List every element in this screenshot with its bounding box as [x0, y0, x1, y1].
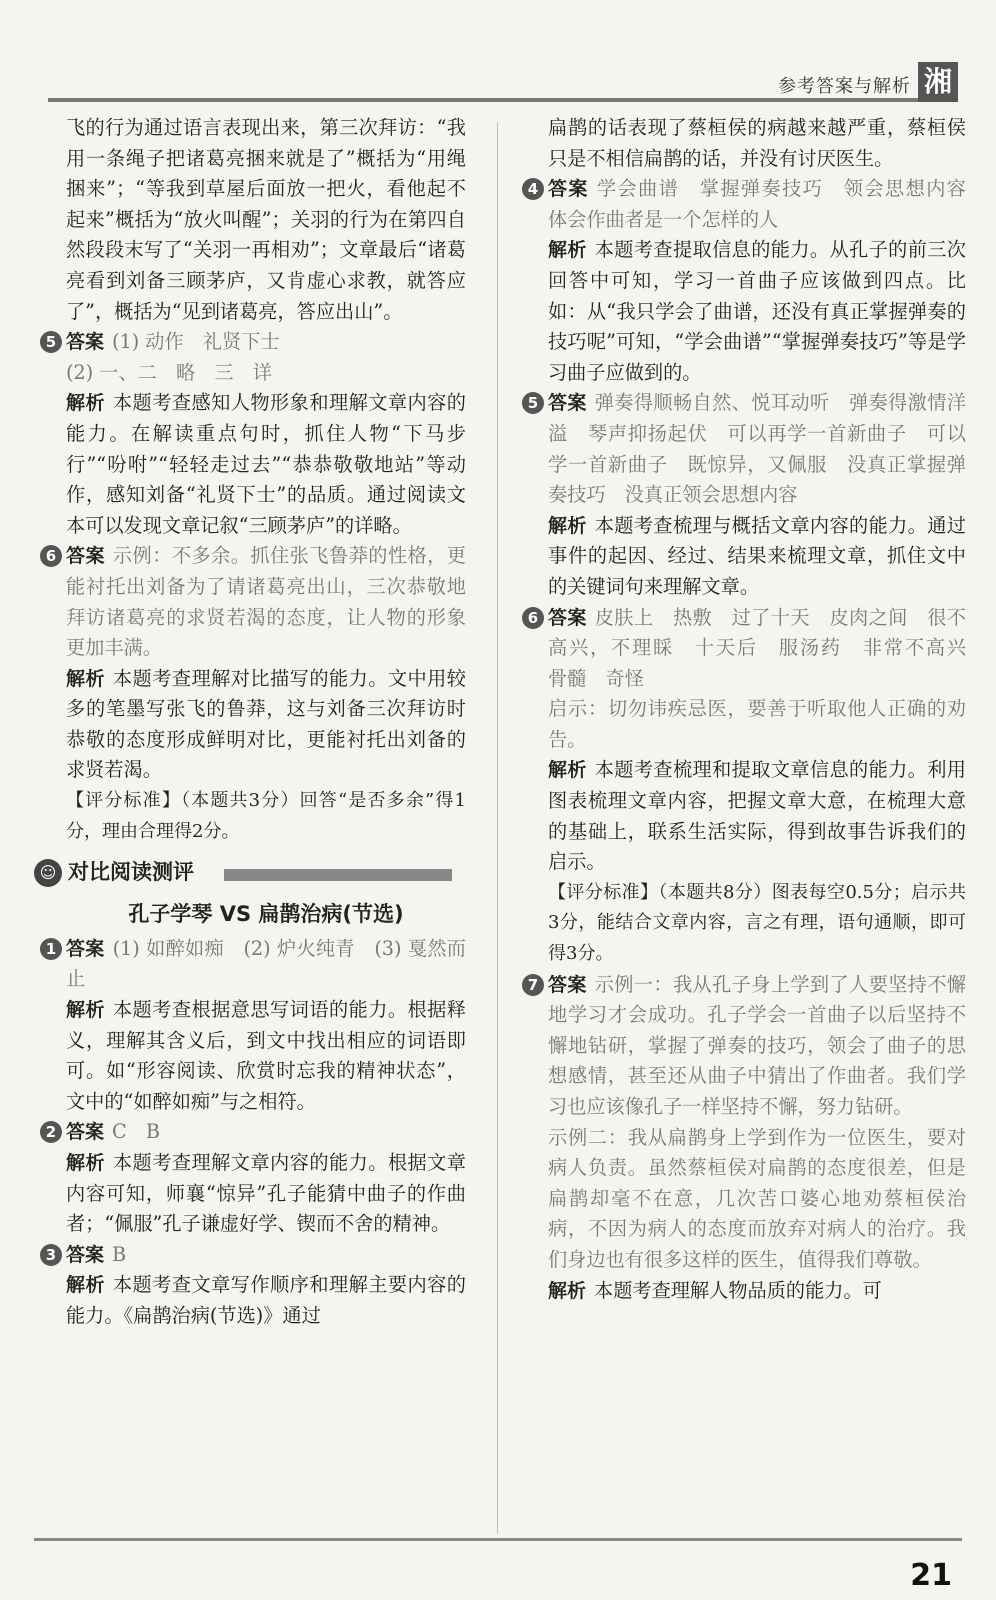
- explanation-label: 解析: [548, 759, 587, 782]
- answer-label: 答案: [66, 331, 105, 354]
- question-6: [45, 541, 466, 847]
- answer-text: 弹奏得顺畅自然、悦耳动听 弹奏得激情洋溢 琴声抑扬起伏 可以再学一首新曲子 可以学一首新曲子 既惊异，又佩服 没真正掌握弹奏技巧 没真正领会思想内容: [548, 391, 966, 507]
- answer-label: 答案: [548, 392, 587, 415]
- story-question-2: [45, 1117, 466, 1239]
- answer-text: (2) 一、二 略 三 详: [66, 360, 272, 384]
- question-number: 4: [522, 178, 544, 200]
- scoring-standard: 【评分标准】（本题共3分）回答“是否多余”得1分，理由合理得2分。: [66, 790, 466, 842]
- answer-label: 答案: [548, 973, 587, 996]
- question-number: 3: [40, 1244, 62, 1266]
- explanation-label: 解析: [548, 1279, 587, 1302]
- answer-label: 答案: [548, 606, 587, 629]
- answer-label: 答案: [66, 545, 105, 568]
- explanation-text: 本题考查理解对比描写的能力。文中用较多的笔墨写张飞的鲁莽，这与刘备三次拜访时恭敬的态度形成鲜明对比，更能衬托出刘备的求贤若渴。: [66, 666, 466, 782]
- explanation-label: 解析: [66, 1274, 105, 1297]
- explanation-text: 本题考查梳理和提取文章信息的能力。利用图表梳理文章内容，把握文章大意，在梳理大意的基础上，联系生活实际，得到故事告诉我们的启示。: [548, 758, 966, 874]
- explanation-text: 本题考查理解人物品质的能力。可: [594, 1278, 882, 1302]
- answer-text: C B: [112, 1120, 160, 1144]
- answer-text: 示例一：我从孔子身上学到了人要坚持不懈地学习才会成功。孔子学会一首曲子以后坚持不懈地钻研，掌握了弹奏的技巧，领会了曲子的思想感情，甚至还从曲子中猜出了作曲者。我们学习也应该像孔子一样坚持不懈，努力钻研。: [548, 972, 966, 1118]
- right-column: [527, 113, 986, 1306]
- explanation-label: 解析: [66, 667, 105, 690]
- question-number: 1: [40, 938, 62, 960]
- header-badge: 湘: [918, 62, 958, 102]
- page-number: 21: [910, 1558, 952, 1593]
- story-title: 孔子学琴 VS 扁鹊治病(节选): [128, 902, 404, 927]
- answer-text: B: [112, 1242, 127, 1266]
- explanation-label: 解析: [548, 239, 587, 262]
- answer-text: (1) 动作 礼贤下士: [112, 330, 280, 354]
- question-number: 2: [40, 1121, 62, 1143]
- explanation-text: 本题考查理解文章内容的能力。根据文章内容可知，师襄“惊异”孔子能猜中曲子的作曲者；“佩服”孔子谦虚好学、锲而不舍的精神。: [66, 1151, 466, 1236]
- question-5-right: [527, 388, 966, 602]
- left-column: [39, 113, 466, 1332]
- scoring-standard: 【评分标准】（本题共8分）图表每空0.5分；启示共3分，能结合文章内容，言之有理，语句通顺，即可得3分。: [548, 881, 966, 965]
- explanation-text: 本题考查根据意思写词语的能力。根据释义，理解其含义后，到文中找出相应的词语即可。如“形容阅读、欣赏时忘我的精神状态”，文中的“如醉如痴”与之相符。: [66, 998, 466, 1113]
- answer-text: 示例：不多余。抓住张飞鲁莽的性格，更能衬托出刘备为了请诸葛亮出山，三次恭敬地拜访诸葛亮的求贤若渴的态度，让人物的形象更加丰满。: [66, 544, 466, 660]
- hint-text: 启示：切勿讳疾忌医，要善于听取他人正确的劝告。: [548, 697, 966, 751]
- story-question-1: [45, 934, 466, 1118]
- footer-rule: [34, 1538, 962, 1541]
- answer-label: 答案: [66, 1243, 105, 1266]
- question-5: [45, 327, 466, 541]
- explanation-text: 本题考查文章写作顺序和理解主要内容的能力。《扁鹊治病(节选)》通过: [66, 1273, 466, 1327]
- question-number: 6: [40, 545, 62, 567]
- answer-text: 学会曲谱 掌握弹奏技巧 领会思想内容 体会作曲者是一个怎样的人: [548, 177, 986, 231]
- header-rule: [48, 98, 918, 102]
- left-intro: 飞的行为通过语言表现出来，第三次拜访：“我用一条绳子把诸葛亮捆来就是了”概括为“用绳捆来”；“等我到草屋后面放一把火，看他起不起来”概括为“放火叫醒”；关羽的行为在第四自然段段末写了“关羽一再相劝”；文章最后“诸葛亮看到刘备三顾茅庐，又肯虚心求教，就答应了”，概括为“见到诸葛亮，答应出山”。: [66, 116, 466, 323]
- explanation-text: 本题考查梳理与概括文章内容的能力。通过事件的起因、经过、结果来梳理文章，抓住文中的关键词句来理解文章。: [548, 513, 966, 598]
- answer-label: 答案: [548, 178, 589, 201]
- question-7: [527, 970, 966, 1307]
- question-number: 6: [522, 607, 544, 629]
- section-title: 对比阅读测评: [68, 860, 194, 885]
- section-bar: [224, 869, 452, 881]
- page-header: [0, 62, 996, 106]
- answer-text: 皮肤上 热敷 过了十天 皮肉之间 很不高兴，不理睬 十天后 服汤药 非常不高兴 骨髓 奇怪: [548, 605, 986, 690]
- question-4: [527, 174, 986, 388]
- right-intro: 扁鹊的话表现了蔡桓侯的病越来越严重，蔡桓侯只是不相信扁鹊的话，并没有讨厌医生。: [548, 116, 966, 170]
- question-6-right: [527, 603, 986, 970]
- explanation-text: 本题考查提取信息的能力。从孔子的前三次回答中可知，学习一首曲子应该做到四点。比如：从“我只学会了曲谱，还没有真正掌握弹奏的技巧呢”可知，“学会曲谱”“掌握弹奏技巧”等是学习曲子应做到的。: [548, 238, 966, 384]
- question-number: 7: [522, 974, 544, 996]
- column-divider: [497, 122, 498, 1534]
- answer-text: (1) 如醉如痴 (2) 炉火纯青 (3) 戛然而止: [66, 936, 466, 991]
- reader-icon: ☺: [34, 859, 62, 887]
- story-question-3: [45, 1240, 466, 1332]
- explanation-text: 本题考查感知人物形象和理解文章内容的能力。在解读重点句时，抓住人物“下马步行”“吩咐”“轻轻走过去”“恭恭敬敬地站”等动作，感知刘备“礼贤下士”的品质。通过阅读文本可以发现文章记叙“三顾茅庐”的详略。: [66, 391, 466, 537]
- question-number: 5: [40, 331, 62, 353]
- explanation-label: 解析: [548, 514, 587, 537]
- header-title: 参考答案与解析: [778, 76, 911, 97]
- answer-label: 答案: [66, 1121, 105, 1144]
- section-header: [39, 853, 466, 899]
- explanation-label: 解析: [66, 999, 105, 1022]
- answer-label: 答案: [66, 937, 105, 960]
- question-number: 5: [522, 392, 544, 414]
- explanation-label: 解析: [66, 392, 105, 415]
- answer-text: 示例二：我从扁鹊身上学到作为一位医生，要对病人负责。虽然蔡桓侯对扁鹊的态度很差，但是扁鹊却毫不在意，几次苦口婆心地劝蔡桓侯治病，不因为病人的态度而放弃对病人的治疗。我们身边也有很多这样的医生，值得我们尊敬。: [548, 1125, 966, 1271]
- explanation-label: 解析: [66, 1152, 105, 1174]
